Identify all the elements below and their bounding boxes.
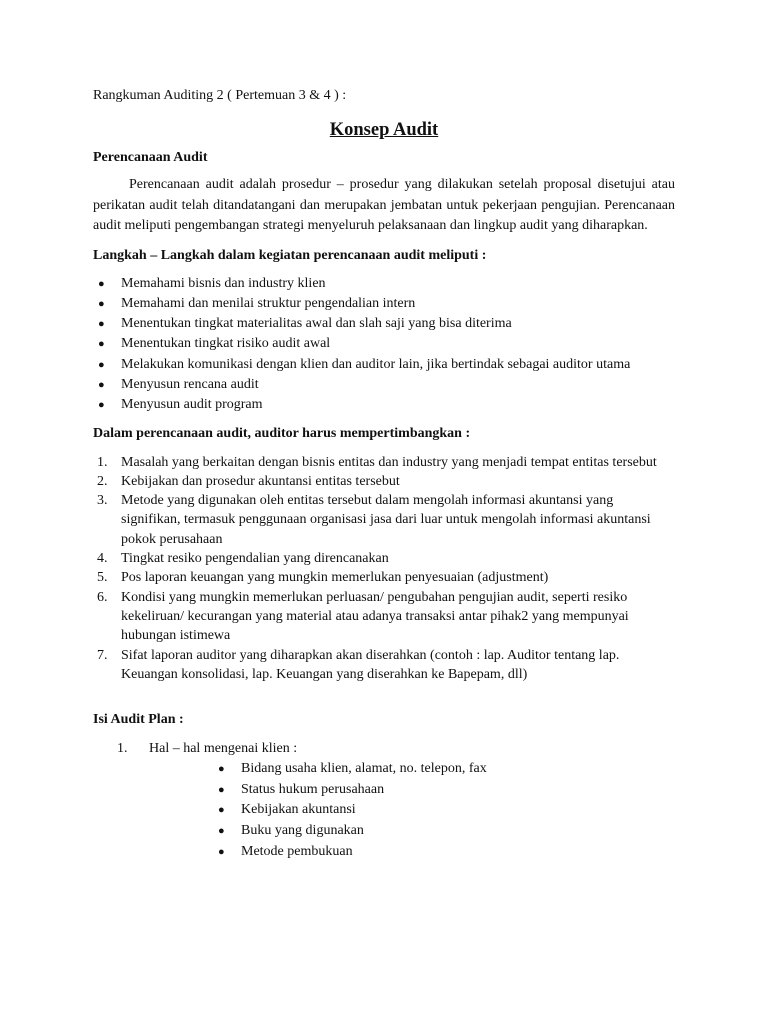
list-item: ● Kebijakan akuntansi	[149, 800, 675, 821]
numbered-list-audit-plan	[93, 739, 675, 862]
section-heading-pertimbangan: Dalam perencanaan audit, auditor harus mempertimbangkan :	[93, 425, 471, 441]
list-item: ● Metode pembukuan	[149, 842, 675, 863]
page-title: Konsep Audit	[329, 120, 439, 140]
list-item: 5. Pos laporan keuangan yang mungkin memerlukan penyesuaian (adjustment)	[97, 570, 549, 586]
list-item: 7. Sifat laporan auditor yang diharapkan akan diserahkan (contoh : lap. Auditor tentang lap. Keuangan konsolidasi, lap. Keuangan yang diserahkan ke Bapepam, dll)	[97, 647, 620, 682]
document-header: Rangkuman Auditing 2 ( Pertemuan 3 & 4 ) :	[93, 88, 347, 103]
list-item: ● Menyusun audit program	[93, 395, 675, 415]
bullet-icon: ●	[98, 318, 105, 331]
bullet-icon: ●	[98, 338, 105, 351]
section-heading-audit-plan: Isi Audit Plan :	[93, 712, 184, 728]
bullet-icon: ●	[218, 763, 225, 776]
list-item: ● Menentukan tingkat materialitas awal dan slah saji yang bisa diterima	[93, 314, 675, 334]
bullet-icon: ●	[218, 824, 225, 837]
list-item: ● Memahami dan menilai struktur pengendalian intern	[93, 294, 675, 314]
bullet-icon: ●	[218, 845, 225, 858]
numbered-list-pertimbangan	[93, 453, 675, 685]
bullet-icon: ●	[98, 399, 105, 412]
list-item: ● Status hukum perusahaan	[149, 780, 675, 801]
bullet-icon: ●	[98, 297, 105, 310]
list-item: 6. Kondisi yang mungkin memerlukan perluasan/ pengubahan pengujian audit, seperti resiko kekeliruan/ kecurangan yang material atau adanya transaksi antar pihak2 yang mempunyai hubungan istimewa	[97, 589, 629, 644]
bullet-icon: ●	[98, 358, 105, 371]
section-paragraph: Perencanaan audit adalah prosedur – prosedur yang dilakukan setelah proposal disetujui atau perikatan audit telah ditandatangani dan merupakan jembatan untuk pekerjaan pengujian. Perencanaan audit meliputi pengembangan strategi menyeluruh pelaksanaan dan lingkup audit yang diharapkan.	[93, 177, 675, 233]
list-item: 2. Kebijakan dan prosedur akuntansi entitas tersebut	[97, 473, 400, 489]
bullet-icon: ●	[218, 804, 225, 817]
list-item: 4. Tingkat resiko pengendalian yang direncanakan	[97, 551, 389, 567]
bullet-icon: ●	[98, 378, 105, 391]
list-item: ● Menentukan tingkat risiko audit awal	[93, 334, 675, 354]
document-page	[93, 86, 675, 862]
list-item: ● Memahami bisnis dan industry klien	[93, 274, 675, 294]
list-item: 3. Metode yang digunakan oleh entitas tersebut dalam mengolah informasi akuntansi yang signifikan, termasuk penggunaan organisasi jasa dari luar untuk mengolah informasi akuntansi pokok perusahaan	[97, 493, 651, 547]
list-item: ● Bidang usaha klien, alamat, no. telepon, fax	[149, 759, 675, 780]
list-item: 1. Hal – hal mengenai klien : ● Bidang usaha klien, alamat, no. telepon, fax ● Status hukum perusahaan ● Kebijakan akuntansi ● Buku yang digunakan ● Metode pembukuan	[93, 739, 675, 862]
list-item: 1. Masalah yang berkaitan dengan bisnis entitas dan industry yang menjadi tempat entitas tersebut	[97, 454, 657, 470]
section-heading-perencanaan: Perencanaan Audit	[93, 150, 208, 165]
list-item: ● Melakukan komunikasi dengan klien dan auditor lain, jika bertindak sebagai auditor utama	[93, 355, 675, 375]
bullet-list-klien	[149, 759, 675, 862]
bullet-icon: ●	[98, 277, 105, 290]
bullet-list-langkah	[93, 274, 675, 416]
section-heading-langkah: Langkah – Langkah dalam kegiatan perencanaan audit meliputi :	[93, 247, 487, 263]
list-item: ● Menyusun rencana audit	[93, 375, 675, 395]
list-item: ● Buku yang digunakan	[149, 821, 675, 842]
bullet-icon: ●	[218, 783, 225, 796]
